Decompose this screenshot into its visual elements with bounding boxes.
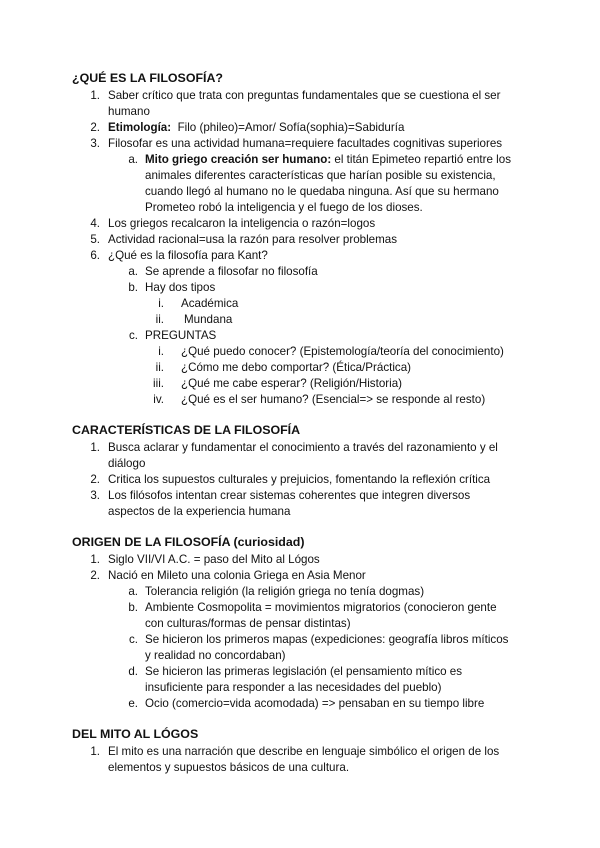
list-item-text: Ocio (comercio=vida acomodada) => pensaban en su tiempo libre (145, 697, 485, 710)
list-marker: 6. (90, 249, 100, 262)
bold-label: Mito griego creación ser humano: (145, 153, 332, 166)
list-item-text: ¿Qué puedo conocer? (Epistemología/teoría del conocimiento) (181, 345, 504, 358)
list-item-text: Actividad racional=usa la razón para resolver problemas (108, 233, 398, 246)
list-marker: 1. (90, 89, 100, 102)
section-title-mito-logos: DEL MITO AL LÓGOS (72, 727, 199, 741)
list-marker: iv. (153, 393, 164, 406)
list-item-text: diálogo (108, 457, 146, 470)
list-marker: 5. (90, 233, 100, 246)
list-marker: 2. (90, 121, 100, 134)
list-item-text: Siglo VII/VI A.C. = paso del Mito al Lógos (108, 553, 320, 566)
list-marker: c. (128, 329, 138, 342)
section-title-origen: ORIGEN DE LA FILOSOFÍA (curiosidad) (72, 535, 305, 549)
list-item-text: Hay dos tipos (145, 281, 216, 294)
list-item-text: ¿Cómo me debo comportar? (Ética/Práctica) (181, 361, 412, 374)
list-marker: a. (128, 585, 138, 598)
list-marker: d. (128, 665, 138, 678)
list-item-text: Tolerancia religión (la religión griega no tenía dogmas) (145, 585, 425, 598)
list-item-text: insuficiente para responder a las necesidades del pueblo) (145, 681, 442, 694)
list-item-text: Se hicieron las primeras legislación (el pensamiento mítico es (145, 665, 463, 678)
list-marker: 3. (90, 489, 100, 502)
list-item-text: Busca aclarar y fundamentar el conocimiento a través del razonamiento y el (108, 441, 498, 454)
list-item-text: Prometeo robó la inteligencia y el fuego de los dioses. (145, 201, 423, 214)
list-marker: 1. (90, 745, 100, 758)
list-item-text: el titán Epimeteo repartió entre los (334, 153, 512, 166)
list-item-text: y realidad no concordaban) (145, 649, 286, 662)
list-item-text: Ambiente Cosmopolita = movimientos migratorios (conocieron gente (145, 601, 497, 614)
list-item-text: Mundana (184, 313, 233, 326)
section-title-que-es-filosofia: ¿QUÉ ES LA FILOSOFÍA? (72, 71, 223, 85)
list-item-text (108, 120, 404, 136)
list-marker: 3. (90, 137, 100, 150)
list-item-text: elementos y supuestos básicos de una cultura. (108, 761, 350, 774)
list-item-text: Filosofar es una actividad humana=requiere facultades cognitivas superiores (108, 137, 503, 150)
list-item-text: Se hicieron los primeros mapas (expediciones: geografía libros míticos (145, 633, 509, 646)
list-item-text: Nació en Mileto una colonia Griega en Asia Menor (108, 569, 366, 582)
bold-label: Etimología: (108, 121, 172, 134)
list-marker: ii. (155, 313, 164, 326)
list-item-text: Los griegos recalcaron la inteligencia o razón=logos (108, 217, 376, 230)
list-item-text: Académica (181, 297, 239, 310)
list-item-text (145, 152, 511, 168)
list-item-text: ¿Qué me cabe esperar? (Religión/Historia) (181, 377, 403, 390)
section-title-caracteristicas: CARACTERÍSTICAS DE LA FILOSOFÍA (72, 423, 301, 437)
list-marker: e. (128, 697, 138, 710)
list-marker: i. (158, 297, 164, 310)
list-item-text: Los filósofos intentan crear sistemas coherentes que integren diversos (108, 489, 471, 502)
list-marker: iii. (153, 377, 164, 390)
list-marker: 1. (90, 553, 100, 566)
list-item-text: ¿Qué es el ser humano? (Esencial=> se responde al resto) (181, 393, 486, 406)
list-item-text: Filo (phileo)=Amor/ Sofía(sophia)=Sabiduría (177, 121, 405, 134)
list-marker: 4. (90, 217, 100, 230)
list-item-text: humano (108, 105, 150, 118)
list-item-text: ¿Qué es la filosofía para Kant? (108, 249, 268, 262)
list-marker: i. (158, 345, 164, 358)
list-item-text: Critica los supuestos culturales y prejuicios, fomentando la reflexión crítica (108, 473, 491, 486)
list-item-text: Saber crítico que trata con preguntas fundamentales que se cuestiona el ser (108, 89, 501, 102)
list-item-text: animales diferentes características que harían posible su existencia, (145, 169, 496, 182)
list-marker: 2. (90, 473, 100, 486)
list-marker: c. (128, 633, 138, 646)
list-item-text: PREGUNTAS (145, 329, 217, 342)
list-marker: ii. (155, 361, 164, 374)
list-marker: 2. (90, 569, 100, 582)
list-marker: a. (128, 153, 138, 166)
list-item-text: Se aprende a filosofar no filosofía (145, 265, 318, 278)
list-item-text: aspectos de la experiencia humana (108, 505, 291, 518)
list-marker: 1. (90, 441, 100, 454)
list-marker: b. (128, 601, 138, 614)
list-item-text: cuando llegó al humano no le quedaba ninguna. Así que su hermano (145, 185, 499, 198)
list-item-text: El mito es una narración que describe en lenguaje simbólico el origen de los (108, 745, 500, 758)
list-marker: a. (128, 265, 138, 278)
list-marker: b. (128, 281, 138, 294)
list-item-text: con culturas/formas de pensar distintas) (145, 617, 351, 630)
